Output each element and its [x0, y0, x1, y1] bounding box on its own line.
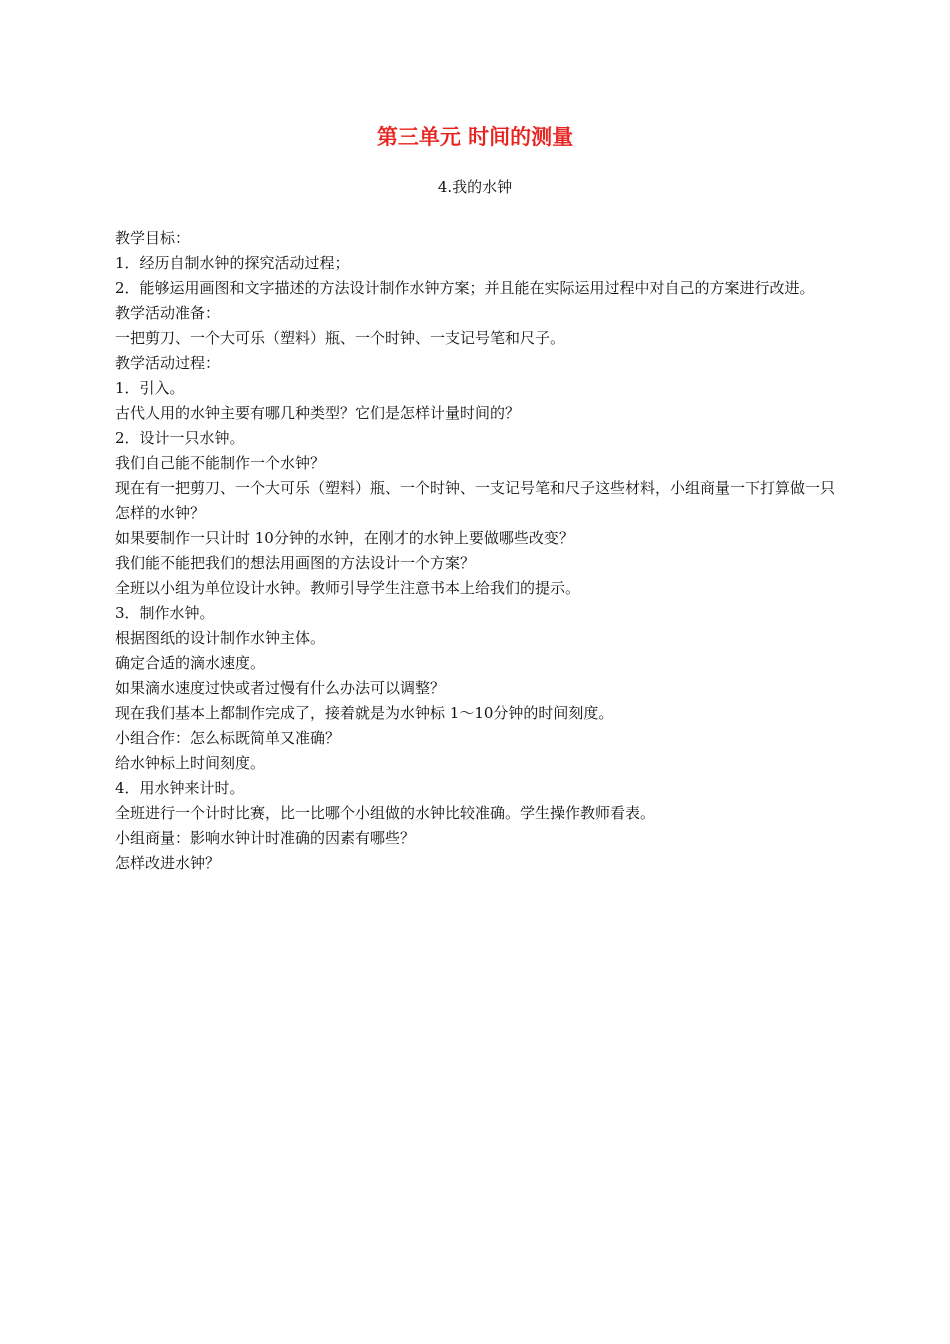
preparation-materials: 一把剪刀、一个大可乐（塑料）瓶、一个时钟、一支记号笔和尺子。 — [115, 329, 566, 347]
step-text: 我们自己能不能制作一个水钟？ — [115, 454, 326, 472]
step-text: 怎样改进水钟？ — [115, 854, 221, 872]
step-text: 确定合适的滴水速度。 — [115, 654, 266, 672]
goal-item-1: 1．经历自制水钟的探究活动过程； — [115, 254, 350, 272]
section-heading-process: 教学活动过程： — [115, 354, 221, 372]
step-text: 小组合作：怎么标既简单又准确？ — [115, 729, 341, 747]
step-heading-1: 1．引入。 — [115, 379, 185, 397]
step-heading-2: 2．设计一只水钟。 — [115, 429, 245, 447]
step-text: 小组商量：影响水钟计时准确的因素有哪些？ — [115, 829, 416, 847]
step-text: 现在有一把剪刀、一个大可乐（塑料）瓶、一个时钟、一支记号笔和尺子这些材料，小组商量一下打算做一只怎样的水钟？ — [115, 479, 836, 522]
step-text: 全班进行一个计时比赛，比一比哪个小组做的水钟比较准确。学生操作教师看表。 — [115, 804, 656, 822]
step-heading-4: 4．用水钟来计时。 — [115, 779, 245, 797]
step-heading-3: 3．制作水钟。 — [115, 604, 215, 622]
step-text: 如果滴水速度过快或者过慢有什么办法可以调整？ — [115, 679, 446, 697]
document-body — [115, 226, 839, 876]
page-title: 第三单元 时间的测量 — [376, 125, 574, 149]
step-text: 古代人用的水钟主要有哪几种类型？它们是怎样计量时间的？ — [115, 404, 521, 422]
step-text: 给水钟标上时间刻度。 — [115, 754, 266, 772]
lesson-subtitle: 4.我的水钟 — [437, 178, 513, 196]
step-text: 现在我们基本上都制作完成了，接着就是为水钟标 1～10分钟的时间刻度。 — [115, 704, 614, 722]
goal-item-2: 2．能够运用画图和文字描述的方法设计制作水钟方案；并且能在实际运用过程中对自己的方案进行改进。 — [115, 279, 815, 297]
step-text: 我们能不能把我们的想法用画图的方法设计一个方案？ — [115, 554, 476, 572]
section-heading-goals: 教学目标： — [115, 229, 191, 247]
step-text: 如果要制作一只计时 10分钟的水钟，在刚才的水钟上要做哪些改变？ — [115, 529, 574, 547]
step-text: 根据图纸的设计制作水钟主体。 — [115, 629, 326, 647]
section-heading-preparation: 教学活动准备： — [115, 304, 221, 322]
step-text: 全班以小组为单位设计水钟。教师引导学生注意书本上给我们的提示。 — [115, 579, 581, 597]
